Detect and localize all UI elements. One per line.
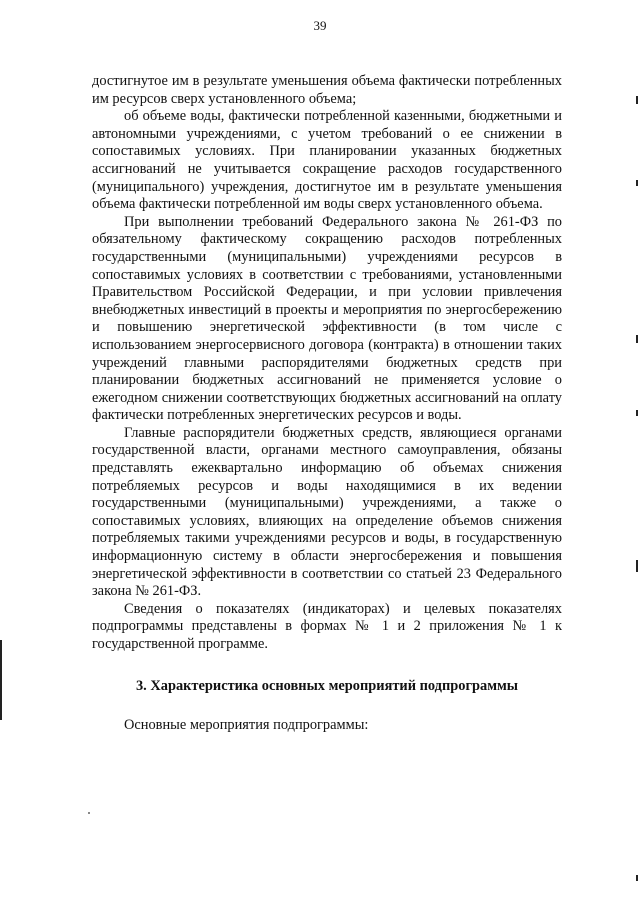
paragraph-budget-managers: Главные распорядители бюджетных средств, являющиеся органами государственной власти, органами местного самоуправления, обязаны представлять ежеквартально информацию об объемах снижения потребляемых ресурсов и воды находящимися в их ведении государственными (муниципальными) учреждениями, а также о сопоставимых условиях, влияющих на определение объемов снижения потребляемых такими учреждениями ресурсов и воды, в государственную информационную систему в области энергосбережения и повышения энергетической эффективности в соответствии со статьей 23 Федерального закона № 261-ФЗ. [92,424,562,600]
paragraph-water-volume: об объеме воды, фактически потребленной казенными, бюджетными и автономными учреждениями, с учетом требований о ее снижении в сопоставимых условиях. При планировании указанных бюджетных ассигнований не учитывается сокращение расходов государственного (муниципального) учреждения, достигнутое им в результате уменьшения объема фактически потребленной им воды сверх установленного объема. [92,108,562,213]
scan-edge-mark [636,875,638,881]
paragraph-federal-law-requirements: При выполнении требований Федерального закона № 261-ФЗ по обязательному фактическому сокращению расходов потребленных государственными (муниципальными) учреждениями ресурсов в сопоставимых условиях в соответствии с требованиями, установленными Правительством Российской Федерации, и при условии привлечения внебюджетных инвестиций в проекты и мероприятия по энергосбережению и повышению энергетической эффективности (в том числе с использованием энергосервисного договора (контракта) в отношении таких учреждений главными распорядителями бюджетных средств при планировании бюджетных ассигнований не применяется условие о ежегодном снижении соответствующих бюджетных ассигнований на оплату фактически потребленных энергетических ресурсов и воды. [92,213,562,424]
section-intro: Основные мероприятия подпрограммы: [124,717,369,734]
section-heading: 3. Характеристика основных мероприятий подпрограммы [135,677,519,694]
paragraph-continuation: достигнутое им в результате уменьшения объема фактически потребленных им ресурсов сверх установленного объема; [92,73,562,107]
scan-edge-mark [636,96,638,104]
scan-edge-mark [636,410,638,416]
document-body [92,73,562,735]
paragraph-indicators: Сведения о показателях (индикаторах) и целевых показателях подпрограммы представлены в формах № 1 и 2 приложения № 1 к государственной программе. [92,600,562,652]
scan-artifact-dot [88,812,90,814]
scan-edge-mark [0,640,2,720]
scan-edge-mark [636,180,638,186]
page-number: 39 [313,18,327,33]
scan-edge-mark [636,560,638,572]
scan-edge-mark [636,335,638,343]
